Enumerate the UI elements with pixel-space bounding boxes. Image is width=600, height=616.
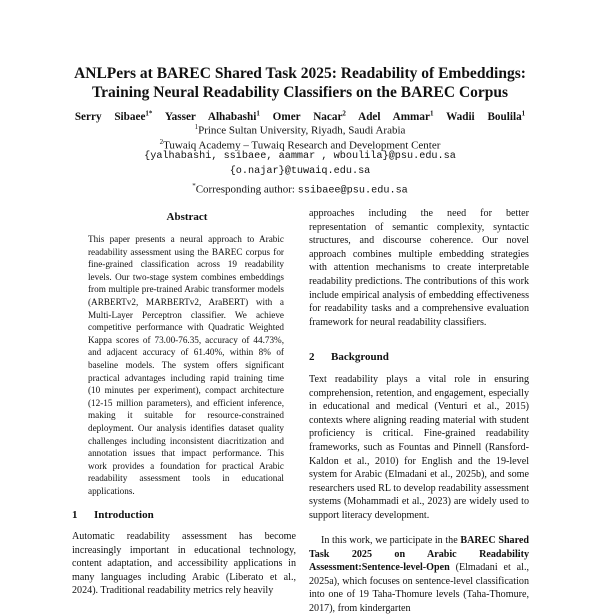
abstract-heading: Abstract <box>166 211 208 223</box>
email-line-2: {o.najar}@tuwaiq.edu.sa <box>229 166 371 177</box>
background-paragraph-1: Text readability plays a vital role in ensuring comprehension, retention, and engagement, especially in educational and medical (Venturi et al., 2015) contexts where aligning reading material with student proficiency is critical. Fine-grained readability frameworks, such as Fountas and Pinnell (Ransford-Kaldon et al., 2010) for English and the 19-level system for Arabic (Elmadani et al., 2025b), and some researchers used RL to develop readability assessment systems (Mohammadi et al., 2023) are widely used to support literacy development. <box>309 374 529 521</box>
author: Yasser Alhabashi$^1$ <box>164 109 260 123</box>
author: Omer Nacar$^2$ <box>272 109 346 123</box>
corresponding-author: *Corresponding author: ssibaee@psu.edu.sa <box>192 182 408 197</box>
paper-title <box>40 64 560 102</box>
email-line-1: {yalhabashi, ssibaee, aammar , wboulila}@psu.edu.sa <box>144 151 456 162</box>
section-heading-background: 2 Background <box>309 351 389 363</box>
background-paragraph-2: In this work, we participate in the BAREC Shared Task 2025 on Arabic Readability Assessment:Sentence-level-Open (Elmadani et al., 2025a), which focuses on sentence-level classification into one of 19 Taha-Thomure levels (Taha-Thomure, 2017), from kindergarten <box>309 535 529 614</box>
abstract-text: This paper presents a neural approach to Arabic readability assessment using the BAREC corpus for fine-grained classification across 19 readability levels. Our two-stage system combines embeddings from multiple pre-trained Arabic transformer models (ARBERTv2, MARBERTv2, AraBERT) with a Multi-Layer Perceptron classifier. We achieve competitive performance with Quadratic Weighted Kappa scores of 73.00-76.35, accuracy of 44.73%, and adjacent accuracy of 61.40%, within 8% of baseline models. The system offers significant practical advantages including rapid training time (10 minutes per experiment), compact architecture (12-15 million parameters), and efficient inference, making it suitable for resource-constrained deployment. Our analysis identifies dataset quality challenges including inconsistent diacritization and annotation issues that impact performance. This work provides a foundation for practical Arabic readability assessment tools in educational applications. <box>88 234 284 496</box>
section-heading-introduction: 1 Introduction <box>72 509 154 521</box>
right-column-paragraph: approaches including the need for better representation of semantic complexity, syntactic structures, and discourse coherence. Our novel approach combines multiple embedding strategies with attention mechanisms to create interpretable readability predictions. The contributions of this work include empirical analysis of embedding effectiveness for readability tasks and a comprehensive evaluation framework for neural readability classifiers. <box>309 208 529 328</box>
author: Adel Ammar$^1$ <box>358 109 434 123</box>
introduction-text: Automatic readability assessment has become increasingly important in educational technology, content adaptation, and accessibility applications in many languages including Arabic (Liberato et al., 2024). Traditional readability metrics rely heavily <box>72 531 296 597</box>
affiliation-1: $^1$Prince Sultan University, Riyadh, Saudi Arabia <box>194 123 406 137</box>
title-line-1: ANLPers at BAREC Shared Task 2025: Readability of Embeddings: <box>74 65 526 82</box>
title-line-2: Training Neural Readability Classifiers on the BAREC Corpus <box>91 84 509 101</box>
author: Serry Sibaee$^{1*}$ <box>74 109 153 123</box>
author: Wadii Boulila$^1$ <box>446 109 526 123</box>
affiliation-2: $^2$Tuwaiq Academy – Tuwaiq Research and Development Center <box>159 138 441 152</box>
